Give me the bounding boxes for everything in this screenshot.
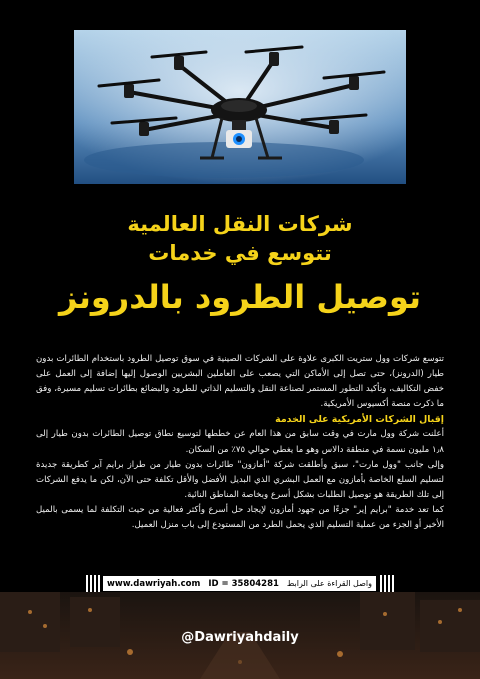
subheading: إقبال الشركات الأمريكية على الخدمة [275,414,444,426]
bar-decoration-right [380,575,394,592]
article-link-bar[interactable] [103,576,376,591]
paragraph-2: أعلنت شركة وول مارت في وقت سابق من هذا العام عن خططها لتوسيع نطاق توصيل الطائرات بدون طيار إلى ١٫٨ مليون نسمة في منطقة دالاس وهو ما يغطي حوالي ٧٥٪ من السكان. [36,429,444,455]
article-id: ID = 35804281 [208,578,279,589]
paragraph-4: كما تعد خدمة "برايم إير" جزءًا من جهود أمازون لإيجاد حل أسرع وأكثر فعالية من حيث التكلفة لما يسمى بالميل الأخير أو الجزء من عملية التسليم الذي يحمل الطرد من المستودع إلى باب منزل العميل. [36,504,444,531]
article-body [36,352,444,533]
drone-photo [74,30,406,184]
bar-decoration-left [86,575,100,592]
headline-block [40,210,440,322]
drone-icon [74,30,406,184]
headline-main: توصيل الطرود بالدرونز [58,278,422,316]
headline-line-1: شركات النقل العالمية [127,212,353,236]
read-more-label: واصل القراءة على الرابط [286,579,372,588]
headline-line-2: تتوسع في خدمات [148,241,332,265]
paragraph-1: تتوسع شركات وول ستريت الكبرى علاوة على الشركات الصينية في سوق توصيل الطرود باستخدام الطائرات بدون طيار (الدرونز)، حتى تصل إلى الأماكن التي يصعب على العاملين البشريين الوصول إليها إضافة إلى العمل على خفض التكاليف، وتأكيد التطور المستمر لصناعة النقل والتسليم الذاتي للطرود والبضائع بطائرات تسليم مسيرة، وفق ما ذكرت منصة أكسيوس الأمريكية. [36,354,444,410]
social-handle[interactable]: @Dawriyahdaily [181,630,299,645]
paragraph-3: وإلى جانب "وول مارت"، سبق وأطلقت شركة "أمازون" طائرات بدون طيار من طراز برايم آير كطريقة جديدة لتسليم السلع الخاصة بأمازون مع العمل البشري الذي البديل الأفضل والأقل تكلفة حتى الآن، لكن ما يدفع الشركات إلى تلك الطريقة هو توصيل الطلبات بشكل أسرع وبخاصة المناطق النائية. [36,459,444,500]
website-link[interactable]: www.dawriyah.com [107,578,201,589]
